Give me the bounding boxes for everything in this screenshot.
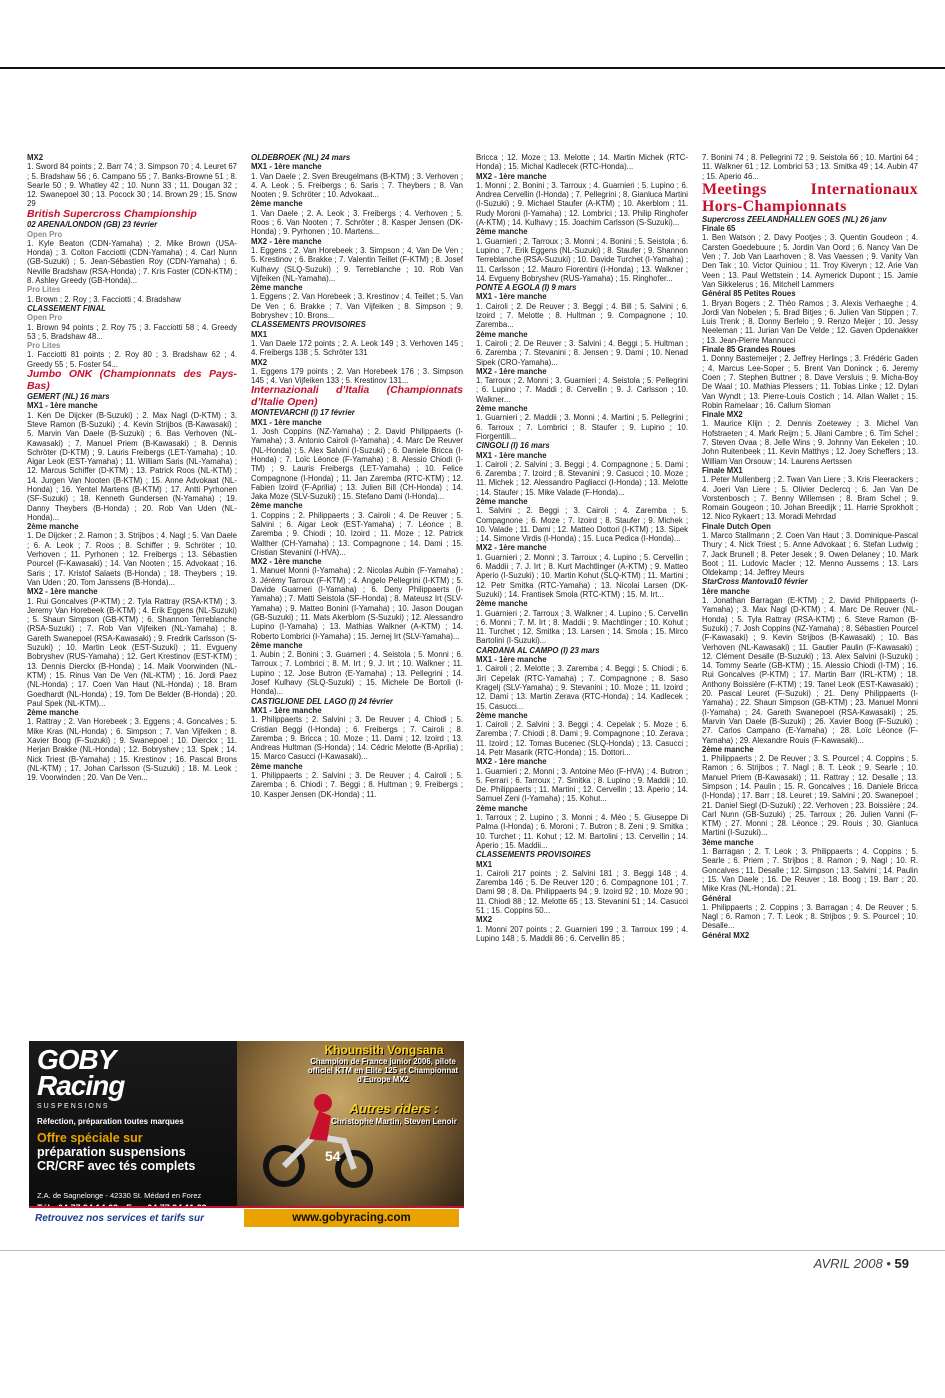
meetings-title: Meetings Internationaux Hors-Championnats bbox=[702, 180, 918, 215]
category-label: MX1 bbox=[476, 859, 493, 869]
result-paragraph: 1. De Dijcker ; 2. Ramon ; 3. Strijbos ; 4. Nagl ; 5. Van Daele ; 6. A. Leok ; 7. Roos ; 8. Schiffer ; 9. Schröter ; 10. Verhoven ; 11. Pyrhonen ; 12. Freibergs ; 13. Sébastien Pourcel (F-Kawasaki) ; 14. Van Nooten ; 15. Advokaat ; 16. Saris ; 17. Kristof Salaets (B-Honda) ; 18. Theybers ; 19. Van Uden ; 20. Tom Janssens (B-Honda)... bbox=[27, 531, 237, 587]
motocross-rider-icon bbox=[259, 1081, 379, 1191]
logo-line-racing: Racing bbox=[37, 1070, 125, 1101]
category-label: MX1 - 1ère manche bbox=[27, 401, 98, 411]
event-heading: 02 ARENA/LONDON (GB) 23 février bbox=[27, 220, 158, 230]
result-paragraph: 1. Guarnieri ; 2. Monni ; 3. Tarroux ; 4. Lupino ; 5. Cervellin ; 6. Maddii ; 7. J. Irt ; 8. Kurt Machtlinger (A-KTM) ; 9. Matteo Aperio (I-Suzuki) ; 10. Martin Kohut (SLQ-KTM) ; 11. Martini ; 12. Petr Smitka (RTC-Yamaha) ; 13. Nicolai Larsen (DK-Suzuki) ; 14. Frantisek Smola (RTC-KTM) ; 15. M. Irt... bbox=[476, 552, 688, 599]
section-title: Internazionali d’Italia (Championnats d’Italie Open) bbox=[251, 384, 463, 408]
result-paragraph: 1. Rattray ; 2. Van Horebeek ; 3. Eggens ; 4. Goncalves ; 5. Mike Kras (NL-Honda) ; 6. Simpson ; 7. Van Vijfeiken ; 8. Xavier Boog (F-Suzuki) ; 9. Swanepoel ; 10. Dierckx ; 11. Herjan Brakke (NL-Honda) ; 12. Bobryshev ; 13. Spek ; 14. Nick Triest (B-Yamaha) ; 15. Krestinov ; 16. Pascal Brons (NL-KTM) ; 17. Johan Carlsson (S-Suzuki) ; 18. M. Leok ; 19. Voorwinden ; 20. Van De Ven... bbox=[27, 717, 237, 783]
event-heading: CLASSEMENT FINAL bbox=[27, 303, 106, 313]
result-paragraph: 1. Ben Watson ; 2. Davy Pootjes ; 3. Quentin Goudeon ; 4. Carsten Goedebuure ; 5. Jordin Van Oord ; 6. Nancy Van De Ven ; 7. Job Van Laarhoven ; 8. Vas Vaessen ; 9. Vanity Van Den Tak ; 10. Victor Quiniou ; 11. Troy Kiveryn ; 12. Arie Van Veen ; 13. Paul Wettstein ; 14. Aymerick Dupont ; 15. Jamie Van Sikkelerus ; 16. Mitchell Lammers bbox=[702, 233, 918, 289]
ad-address: Z.A. de Sagnelonge - 42330 St. Médard en Forez bbox=[37, 1191, 202, 1200]
section-title: Jumbo ONK (Championnats des Pays-Bas) bbox=[27, 368, 237, 392]
page-number: 59 bbox=[894, 1256, 909, 1271]
category-label: Général bbox=[702, 893, 732, 903]
result-paragraph: 1. Salvini ; 2. Beggi ; 3. Cairoli ; 4. Zaremba ; 5. Compagnone ; 6. Moze ; 7. Izoird ; 8. Staufer ; 9. Michek ; 10. Valade ; 11. Dami ; 12. Matteo Dottori (I-KTM) ; 13. Sipek ; 14. Simone Virdis (I-Honda) ; 15. Luca Pedica (I-Honda)... bbox=[476, 506, 688, 544]
class-label: Open Pro bbox=[27, 229, 63, 239]
category-label: MX2 - 1ère manche bbox=[476, 543, 547, 553]
category-label: 2ème manche bbox=[251, 283, 303, 293]
category-label: MX2 - 1ère manche bbox=[476, 757, 547, 767]
result-paragraph: 1. Monni ; 2. Bonini ; 3. Tarroux ; 4. Guarnieri ; 5. Lupino ; 6. Andrea Cervellin (I-Honda) ; 7. Pellegrini ; 8. Gianluca Martini (I-Suzuki) ; 9. Michael Staufer (A-KTM) ; 10. Akerblom ; 11. Rudy Moroni (I-Yamaha) ; 12. Lombrici ; 13. Philip Ringhofer (A-KTM) ; 14. Kulhavy ; 15. Joachim Carlsson (S-Suzuki)... bbox=[476, 180, 688, 228]
event-heading: Supercross ZEELANDHALLEN GOES (NL) 26 janv bbox=[702, 214, 887, 224]
result-paragraph: 1. Van Daele 172 points ; 2. A. Leok 149 ; 3. Verhoven 145 ; 4. Freibergs 138 ; 5. Schröter 131 bbox=[251, 338, 463, 358]
champion-name: Khounsith Vongsana bbox=[324, 1043, 444, 1057]
top-rule bbox=[0, 67, 945, 69]
result-paragraph: 1. Guarnieri ; 2. Tarroux ; 3. Walkner ; 4. Lupino ; 5. Cervellin ; 6. Monni ; 7. M. Irt ; 8. Maddii ; 9. Machtlinger ; 10. Kohut ; 11. Turchet ; 12. Smitka ; 13. Larsen ; 14. Smola ; 15. Mirco Bartolini (I-Suzuki)... bbox=[476, 608, 688, 646]
result-paragraph: 1. Cairoli ; 2. Melotte ; 3. Zaremba ; 4. Beggi ; 5. Chiodi ; 6. Jiri Cepelak (RTC-Yamaha) ; 7. Compagnone ; 8. Saso Kragelj (SLV-Yamaha) ; 9. Stevanini ; 10. Moze ; 11. Izoird ; 12. Dami ; 13. Martin Zerava (RTC-Honda) ; 14. Kadlecek ; 15. Casucci... bbox=[476, 664, 688, 711]
class-label: Pro Lites bbox=[27, 285, 61, 295]
event-heading: CARDANA AL CAMPO (I) 23 mars bbox=[476, 645, 600, 655]
event-heading: StarCross Mantova10 février bbox=[702, 577, 808, 587]
event-heading: CLASSEMENTS PROVISOIRES bbox=[476, 850, 591, 860]
result-paragraph: 1. Peter Mullenberg ; 2. Twan Van Liere ; 3. Kris Fleerackers ; 4. Joeri Van Liere ; 5. Olivier Declercq ; 6. Jan Van De Vorstenbosch ; 7. Benny Willemsen ; 8. Bram Schel ; 9. Romain Gougeon ; 10. Johan Breedijk ; 11. Harrie Sprokholt ; 12. Nico Rykaert ; 13. Moradi Mehrdad bbox=[702, 475, 918, 522]
category-label: Finale MX2 bbox=[702, 410, 743, 420]
category-label: Finale MX1 bbox=[702, 465, 743, 475]
results-column-3 bbox=[476, 153, 688, 1398]
category-label: 2ème manche bbox=[251, 640, 303, 650]
category-label: MX2 - 1ère manche bbox=[251, 236, 322, 246]
category-label: MX2 - 1ère manche bbox=[476, 171, 547, 181]
result-paragraph: 1. Cairoli ; 2. De Reuver ; 3. Beggi ; 4. Bill ; 5. Salvini ; 6. Izoird ; 7. Melotte ; 8. Hultman ; 9. Compagnone ; 10. Zaremba... bbox=[476, 301, 688, 330]
goby-racing-logo bbox=[37, 1044, 125, 1101]
result-paragraph: 1. Eggens 179 points ; 2. Van Horebeek 176 ; 3. Simpson 145 ; 4. Van Vijfeiken 133 ; 5. Krestinov 131... bbox=[251, 366, 463, 386]
result-paragraph: 1. Marco Stallmann ; 2. Coen Van Haut ; 3. Dominique-Pascal Thury ; 4. Nick Triest ; 5. Anne Advokaat ; 6. Stefan Ludwig ; 7. Jack Brunell ; 8. Peter Jesek ; 9. Owen Delaney ; 10. Mark Boot ; 11. Ludovic Macler ; 12. Menno Aussems ; 13. Lars Oldekamp ; 14. Jeffrey Meurs bbox=[702, 530, 918, 578]
result-paragraph: 1. Eggens ; 2. Van Horebeek ; 3. Simpson ; 4. Van De Ven ; 5. Krestinov ; 6. Brakke ; 7. Valentin Teillet (F-KTM) ; 8. Josef Kulhavy (SLQ-Suzuki) ; 9. Terreblanche ; 10. Rob Van Vijfeiken (NL-Yamaha)... bbox=[251, 245, 463, 283]
category-label: MX1 - 1ère manche bbox=[476, 450, 547, 460]
result-paragraph: 1. Cairoli ; 2. Salvini ; 3. Beggi ; 4. Cepelak ; 5. Moze ; 6. Zaremba ; 7. Chiodi ; 8. Dami ; 9. Compagnone ; 10. Zerava ; 11. Izoird ; 12. Tomas Bucenec (SLQ-Honda) ; 13. Casucci ; 14. Petr Masarik (RTC-Honda) ; 15. Dottori... bbox=[476, 720, 688, 757]
champion-description: Champion de France junior 2006, pilote officiel KTM en Elite 125 et Championnat d'Europe MX2 bbox=[307, 1057, 459, 1084]
result-paragraph: 1. Manuel Monni (I-Yamaha) ; 2. Nicolas Aubin (F-Yamaha) ; 3. Jérémy Tarroux (F-KTM) ; 4. Angelo Pellegrini (I-KTM) ; 5. Davide Guarneri (I-Yamaha) ; 6. Deny Philippaerts (I-Yamaha) ; 7. Matti Seistola (SF-Honda) ; 8. Mateusz Irt (SLV-Yamaha) ; 9. Matteo Bonini (I-Yamaha) ; 10. Jason Dougan (GB-Suzuki) ; 11. Mats Akerblom (S-Suzuki) ; 12. Alessandro Lupino (I-Yamaha) ; 13. Mathias Walkner (A-KTM) ; 14. Roberto Lombrici (I-Yamaha) ; 15. Jernej Irt (SLV-Yamaha)... bbox=[251, 566, 463, 641]
result-paragraph: 1. Van Daele ; 2. A. Leok ; 3. Freibergs ; 4. Verhoven ; 5. Roos ; 6. Van Nooten ; 7. Schröter ; 8. Kasper Jensen (DK-Honda) ; 9. Pyrhonen ; 10. Martens... bbox=[251, 208, 463, 237]
result-paragraph: 1. Jonathan Barragan (E-KTM) ; 2. David Philippaerts (I-Yamaha) ; 3. Max Nagl (D-KTM) ; 4. Marc De Reuver (NL-Honda) ; 5. Tyla Rattray (RSA-KTM) ; 6. Steve Ramon (B-Suzuki) ; 7. Josh Coppins (NZ-Yamaha) ; 8. Sébastien Pourcel (F-Kawasaki) ; 9. Kevin Strijbos (B-Kawasaki) ; 10. Bas Verhoven (NL-Kawasaki) ; 11. Gautier Paulin (F-Kawasaki) ; 12. Clément Desalle (B-Suzuki) ; 13. Alex Salvini (I-Suzuki) ; 14. Tommy Searle (GB-KTM) ; 15. Alessio Chiodi (I-TM) ; 16. Rui Goncalves (P-KTM) ; 17. Martin Barr (IRL-KTM) ; 18. Anthony Boissière (F-KTM) ; 19. Tanel Leok (EST-Kawasaki) ; 20. Pascal Leuret (F-Suzuki) ; 21. Deny Philippaerts (I-Yamaha) ; 22. Shaun Simpson (GB-KTM) ; 23. Manuel Monni (I-Yamaha) ; 24. Gareth Swanepoel (RSA-Kawasaki) ; 25. Marvin Van Daele (B-Suzuki) ; 26. Xavier Boog (F-Suzuki) ; 27. Carlos Campano (E-Yamaha) ; 28. Loïc Léonce (F-Yamaha) ; 29. Alexandre Rouis (F-Kawasaki)... bbox=[702, 596, 918, 745]
bike-number: 54 bbox=[325, 1148, 341, 1164]
category-label: 2ème manche bbox=[476, 496, 528, 506]
result-paragraph: Bricca ; 12. Moze ; 13. Melotte ; 14. Martin Michek (RTC-Honda) ; 15. Michal Kadlecek (RTC-Honda)... bbox=[476, 153, 688, 172]
ad-footer-bar bbox=[29, 1206, 464, 1228]
other-riders-title: Autres riders : bbox=[349, 1101, 439, 1116]
category-label: Finale 65 bbox=[702, 224, 736, 234]
bottom-rule bbox=[0, 1250, 945, 1251]
category-label: 2ème manche bbox=[476, 329, 528, 339]
result-paragraph: 1. Ken De Dijcker (B-Suzuki) ; 2. Max Nagl (D-KTM) ; 3. Steve Ramon (B-Suzuki) ; 4. Kevin Strijbos (B-Kawasaki) ; 5. Marvin Van Daele (B-Suzuki) ; 6. Bas Verhoven (NL-Kawasaki) ; 7. Manuel Priem (B-Kawasaki) ; 8. Dennis Schröter (D-KTM) ; 9. Lauris Freibergs (LET-Yamaha) ; 10. Aigar Leok (EST-Yamaha) ; 11. William Saris (NL-Yamaha) ; 12. Marcus Schiffer (D-KTM) ; 13. Patrick Roos (NL-KTM) ; 14. Jurgen Van Nooten (B-KTM) ; 15. Anne Advokaat (NL-Honda) ; 16. Yentel Martens (B-KTM) ; 17. Antti Pyrhonen (SF-Suzuki) ; 18. Kenneth Gundersen (N-Yamaha) ; 19. Danny Theybers (B-Honda) ; 20. Rob Van Uden (NL-Honda)... bbox=[27, 410, 237, 522]
category-label: MX2 bbox=[27, 153, 44, 162]
suspensions-label: SUSPENSIONS bbox=[37, 1103, 110, 1110]
offer-line-1: Offre spéciale sur bbox=[37, 1131, 143, 1145]
category-label: Général 85 Petites Roues bbox=[702, 289, 796, 299]
category-label: 2ème manche bbox=[27, 522, 79, 532]
result-paragraph: 1. Monni 207 points ; 2. Guarnieri 199 ; 3. Tarroux 199 ; 4. Lupino 148 ; 5. Maddii 86 ; 6. Cervellin 85 ; bbox=[476, 924, 688, 943]
category-label: MX2 - 1ère manche bbox=[27, 587, 98, 597]
category-label: MX1 - 1ère manche bbox=[476, 655, 547, 665]
category-label: 2ème manche bbox=[476, 599, 528, 609]
event-heading: OLDEBROEK (NL) 24 mars bbox=[251, 153, 351, 162]
reflection-text: Réfection, préparation toutes marques bbox=[37, 1117, 184, 1126]
category-label: MX1 - 1ère manche bbox=[251, 705, 322, 715]
result-paragraph: 1. Philippaerts ; 2. De Reuver ; 3. S. Pourcel ; 4. Coppins ; 5. Ramon ; 6. Strijbos ; 7. Nagl ; 8. T. Leok ; 9. Searle ; 10. Manuel Priem (B-Kawasaki) ; 11. Rattray ; 12. Desalle ; 13. Simpson ; 14. Paulin ; 15. R. Goncalves ; 16. Daniele Bricca (I-Honda) ; 17. Barr ; 18. Leuret ; 19. Salvini ; 20. Swanepoel ; 21. Daniel Siegl (D-Suzuki) ; 22. Verhoven ; 23. Boissière ; 24. Carl Nunn (GB-Suzuki) ; 25. Tarroux ; 26. Julien Vanni (F-KTM) ; 27. Monni ; 28. Léonce ; 29. Rouis ; 30. Gianluca Martini (I-Suzuki)... bbox=[702, 754, 918, 838]
category-label: 2ème manche bbox=[702, 744, 754, 754]
result-paragraph: 1. Josh Coppins (NZ-Yamaha) ; 2. David Philippaerts (I-Yamaha) ; 3. Antonio Cairoli (I-Yamaha) ; 4. Marc De Reuver (NL-Honda) ; 5. Alex Salvini (I-Suzuki) ; 6. Daniele Bricca (I-Honda) ; 7. Loïc Léonce (F-Yamaha) ; 8. Alessio Chiodi (I-TM) ; 9. Lauris Freibergs (LET-Yamaha) ; 10. Felice Compagnone (I-Honda) ; 11. Jan Zaremba (RTC-KTM) ; 12. Fabien Izoird (F-Aprilia) ; 13. Julien Bill (CH-Honda) ; 14. Jaka Moze (SLV-Suzuki) ; 15. Stefano Dami (I-Honda)... bbox=[251, 427, 463, 502]
event-heading: CINGOLI (I) 16 mars bbox=[476, 441, 550, 451]
result-paragraph: 1. Rui Goncalves (P-KTM) ; 2. Tyla Rattray (RSA-KTM) ; 3. Jeremy Van Horebeek (B-KTM) ; 4. Erik Eggens (NL-Suzuki) ; 5. Shaun Simpson (GB-KTM) ; 6. Shannon Terreblanche (RSA-Suzuki) ; 7. Rob Van Vijfeiken (NL-Yamaha) ; 8. Gareth Swanepoel (RSA-Kawasaki) ; 9. Fredrik Carlsson (S-Suzuki) ; 10. Martin Leok (EST-Suzuki) ; 11. Evgueny Bobryshev (RUS-Yamaha) ; 12. Gert Krestinov (EST-KTM) ; 13. Dennis Dierckx (B-Honda) ; 14. Maik Voorwinden (NL-KTM) ; 15. Rinus Van De Ven (NL-KTM) ; 16. Jordi Paez (NL-Honda) ; 17. Coen Van Haut (NL-Honda) ; 18. Bram Goedhardt (NL-Honda) ; 19. Tom De Belder (B-Honda) ; 20. Paul Spek (NL-KTM)... bbox=[27, 596, 237, 708]
category-label: MX2 bbox=[251, 357, 268, 367]
category-label: Finale 85 Grandes Roues bbox=[702, 345, 796, 355]
logo-line-goby: GOBY bbox=[37, 1044, 116, 1075]
event-heading: CASTIGLIONE DEL LAGO (I) 24 février bbox=[251, 696, 393, 706]
result-paragraph: 1. Philippaerts ; 2. Salvini ; 3. De Reuver ; 4. Cairoli ; 5. Zaremba ; 6. Chiodi ; 7. Beggi ; 8. Hultman ; 9. Freibergs ; 10. Kasper Jensen (DK-Honda) ; 11. bbox=[251, 771, 463, 799]
category-label: 1ère manche bbox=[702, 586, 750, 596]
result-paragraph: 1. Guarnieri ; 2. Monni ; 3. Antoine Méo (F-HVA) ; 4. Butron ; 5. Ferrari ; 6. Tarroux ; 7. Smitka ; 8. Lupino ; 9. Maddii ; 10. De. Philippaerts ; 11. Martini ; 12. Cervellin ; 13. Aperio ; 14. Samuel Zeni (I-Yamaha) ; 15. Kohut... bbox=[476, 766, 688, 804]
issue-date: AVRIL 2008 bbox=[813, 1256, 883, 1271]
event-heading: CLASSEMENTS PROVISOIRES bbox=[251, 320, 366, 330]
offer-line-2: préparation suspensions bbox=[37, 1145, 186, 1159]
result-paragraph: 1. Cairoli ; 2. De Reuver ; 3. Salvini ; 4. Beggi ; 5. Hultman ; 6. Zaremba ; 7. Stevanini ; 8. Jensen ; 9. Dami ; 10. Nenad Sipek (CRO-Yamaha)... bbox=[476, 338, 688, 367]
offer-line-3: CR/CRF avec tés complets bbox=[37, 1159, 196, 1173]
result-paragraph: 1. Sword 84 points ; 2. Barr 74 ; 3. Simpson 70 ; 4. Leuret 67 ; 5. Bradshaw 56 ; 6. Campano 55 ; 7. Banks-Browne 51 ; 8. Searle 50 ; 9. Whatley 42 ; 10. Nunn 33 ; 11. Dougan 32 ; 12. Swanepoel 30 ; 13. Pocock 30 ; 14. Brown 29 ; 15. Snow 29 bbox=[27, 162, 237, 209]
result-paragraph: 1. Donny Bastemeijer ; 2. Jeffrey Herlings ; 3. Frédéric Gaden ; 4. Marcus Lee-Soper ; 5. Brent Van Doninck ; 6. Jeremy Coen ; 7. Stephen Buttner ; 8. Dave Versluis ; 9. Micha-Boy De Waal ; 10. Mathias Plessers ; 11. Tobias Linke ; 12. Dylan Van Wyndt ; 13. Pierre-Louis Costich ; 14. Allan Wallet ; 15. Robin Ramelaar ; 16. Callum Sloman bbox=[702, 354, 918, 410]
special-offer bbox=[37, 1131, 232, 1173]
event-heading: GEMERT (NL) 16 mars bbox=[27, 392, 110, 402]
page-folio bbox=[814, 1256, 909, 1271]
category-label: 2ème manche bbox=[27, 708, 79, 718]
class-label: Open Pro bbox=[27, 313, 63, 323]
result-paragraph: 1. Guarnieri ; 2. Maddii ; 3. Monni ; 4. Martini ; 5. Pellegrini ; 6. Tarroux ; 7. Lombrici ; 8. Staufer ; 9. Lupino ; 10. Fiorgentili... bbox=[476, 413, 688, 441]
folio-separator: • bbox=[886, 1256, 891, 1271]
result-paragraph: 1. Kyle Beaton (CDN-Yamaha) ; 2. Mike Brown (USA-Honda) ; 3. Colton Facciotti (CDN-Yamaha) ; 4. Carl Nunn (GB-Suzuki) ; 5. Jean-Sébastien Roy (CDN-Yamaha) ; 6. Neville Bradshaw (RSA-Honda) ; 7. Kris Foster (CDN-KTM) ; 8. Ashley Greedy (GB-Honda)... bbox=[27, 238, 237, 286]
category-label: 2ème manche bbox=[251, 501, 303, 511]
result-paragraph: 1. Barragan ; 2. T. Leok ; 3. Philippaerts ; 4. Coppins ; 5. Searle ; 6. Priem ; 7. Strijbos ; 8. Ramon ; 9. Nagl ; 10. R. Goncalves ; 11. Desalle ; 12. Simpson ; 13. Salvini ; 14. Paulin ; 15. Van Daele ; 16. De Reuver ; 18. Boog ; 19. Barr ; 20. Mike Kras (NL-Honda) ; 21. bbox=[702, 847, 918, 894]
category-label: MX1 bbox=[251, 329, 268, 339]
category-label: 2ème manche bbox=[476, 404, 528, 414]
category-label: Général MX2 bbox=[702, 930, 750, 940]
results-column-4 bbox=[702, 153, 918, 1283]
result-paragraph: 1. Tarroux ; 2. Lupino ; 3. Monni ; 4. Méo ; 5. Giuseppe Di Palma (I-Honda) ; 6. Moroni ; 7. Butron ; 8. Zeni ; 9. Smitka ; 10. Turchet ; 11. Kohut ; 12. M. Bartolini ; 13. Cervellin ; 14. Aperio ; 15. Maddii... bbox=[476, 813, 688, 850]
find-services-text: Retrouvez nos services et tarifs sur bbox=[35, 1213, 204, 1224]
category-label: MX1 - 1ère manche bbox=[251, 417, 322, 427]
category-label: 2ème manche bbox=[476, 227, 528, 237]
result-paragraph: 1. Cairoli 217 points ; 2. Salvini 181 ; 3. Beggi 148 ; 4. Zaremba 146 ; 5. De Reuver 120 ; 6. Compagnone 101 ; 7. Dami 98 ; 8. Da. Philippaerts 94 ; 9. Izoird 92 ; 10. Moze 90 ; 11. Chiodi 88 ; 12. Melotte 65 ; 13. Stevanini 51 ; 14. Casucci 51 ; 15. Coppins 50... bbox=[476, 868, 688, 916]
section-title: British Supercross Championship bbox=[27, 207, 197, 220]
category-label: 2ème manche bbox=[476, 710, 528, 720]
other-riders-names: Christophe Martin, Steven Lenoir bbox=[331, 1117, 457, 1126]
category-label: Finale Dutch Open bbox=[702, 521, 771, 531]
result-paragraph: 1. Philippaerts ; 2. Salvini ; 3. De Reuver ; 4. Chiodi ; 5. Cristian Beggi (I-Honda) ; 6. Freibergs ; 7. Cairoli ; 8. Zaremba ; 9. Bricca ; 10. Moze ; 11. Dami ; 12. Izoird ; 13. Andreas Hultman (S-Honda) ; 14. Cédric Melotte (B-Aprilia) ; 15. Marco Casucci (I-Kawasaki)... bbox=[251, 715, 463, 762]
website-link[interactable]: www.gobyracing.com bbox=[244, 1209, 459, 1227]
result-paragraph: 1. Aubin ; 2. Bonini ; 3. Guarneri ; 4. Seistola ; 5. Monni ; 6. Tarroux ; 7. Lombrici ; 8. M. Irt ; 9. J. Irt ; 10. Walkner ; 11. Lupino ; 12. Jose Butron (E-Yamaha) ; 13. Pellegrini ; 14. Josef Kulhavy (SLQ-Suzuki) ; 15. Michele De Bortoli (I-Honda)... bbox=[251, 650, 463, 697]
category-label: 2ème manche bbox=[476, 803, 528, 813]
result-paragraph: 1. Tarroux ; 2. Monni ; 3. Guarnieri ; 4. Seistola ; 5. Pellegrini ; 6. Lupino ; 7. Maddi ; 8. Cervellin ; 9. J. Carlsson ; 10. Walkner... bbox=[476, 376, 688, 404]
category-label: MX1 - 1ère manche bbox=[251, 162, 322, 172]
result-paragraph: 1. Eggens ; 2. Van Horebeek ; 3. Krestinov ; 4. Teillet ; 5. Van De Ven ; 6. Brakke ; 7. Van Vijfeiken ; 8. Simpson ; 9. Bobryshev ; 10. Brons... bbox=[251, 292, 463, 321]
goby-racing-advertisement[interactable] bbox=[29, 1041, 464, 1228]
result-paragraph: 1. Guarnieri ; 2. Tarroux ; 3. Monni ; 4. Bonini ; 5. Seistola ; 6. Lupino ; 7. Erik Eggens (NL-Suzuki) ; 8. Staufer ; 9. Shannon Terreblanche (RSA-Suzuki) ; 10. Davide Turchet (I-Yamaha) ; 11. Carlsson ; 12. Mauro Fiorentini (I-Honda) ; 13. Walkner ; 14. Evgueny Bobryshev (RUS-Yamaha) ; 15. Ringhofer... bbox=[476, 236, 688, 283]
category-label: 3ème manche bbox=[702, 837, 754, 847]
result-paragraph: 1. Coppins ; 2. Philippaerts ; 3. Cairoli ; 4. De Reuver ; 5. Salvini ; 6. Aigar Leok (EST-Yamaha) ; 7. Léonce ; 8. Zaremba ; 9. Chiodi ; 10. Izoird ; 11. Moze ; 12. Patrick Walther (CH-Yamaha) ; 13. Compagnone ; 14. Dami ; 15. Cristian Stevanini (I-HVA)... bbox=[251, 510, 463, 557]
category-label: 2ème manche bbox=[251, 761, 303, 771]
category-label: MX1 - 1ère manche bbox=[476, 292, 547, 302]
result-paragraph: 1. Bryan Bogers ; 2. Théo Ramos ; 3. Alexis Verhaeghe ; 4. Jordi Van Nobelen ; 5. Brad Bitjes ; 6. Julien Van Stippen ; 7. Luis Trenk ; 8. Donny Berfelo ; 9. Renzo Meijer ; 10. Jessy Neeleman ; 11. Jurian Van De Velde ; 12. Gaven Opdenakker ; 13. Jean-Pierre Mannucci bbox=[702, 298, 918, 345]
result-paragraph: 1. Facciotti 81 points ; 2. Roy 80 ; 3. Bradshaw 62 ; 4. Greedy 55 ; 5. Foster 54... bbox=[27, 350, 237, 369]
category-label: MX2 - 1ère manche bbox=[251, 557, 322, 567]
result-paragraph: 1. Maurice Klijn ; 2. Dennis Zoetewey ; 3. Michel Van Hofstraeten ; 4. Mark Reijm ; 5. Jilani Cambre ; 6. Tim Schel ; 7. Steven Ovaa ; 8. Jelle Wins ; 9. Johnny Van Eekelen ; 10. John Ruitenbeek ; 11. Kevin Matthys ; 12. Joey Scheffers ; 13. William Van Orsouw ; 14. Laurens Aertssen bbox=[702, 419, 918, 466]
ad-text-panel bbox=[29, 1041, 237, 1228]
result-paragraph: 1. Brown 94 points ; 2. Roy 75 ; 3. Facciotti 58 ; 4. Greedy 53 ; 5. Bradshaw 48... bbox=[27, 322, 237, 341]
result-paragraph: 1. Cairoli ; 2. Salvini ; 3. Beggi ; 4. Compagnone ; 5. Dami ; 6. Zaremba ; 7. Izoird ; 8. Stevanini ; 9. Casucci ; 10. Moze ; 11. Michek ; 12. Alessandro Pagliacci (I-Honda) ; 13. Melotte ; 14. Staufer ; 15. Mike Valade (F-Honda)... bbox=[476, 459, 688, 497]
category-label: MX2 - 1ère manche bbox=[476, 366, 547, 376]
class-label: Pro Lites bbox=[27, 341, 61, 351]
event-heading: MONTEVARCHI (I) 17 février bbox=[251, 408, 355, 418]
result-paragraph: 1. Brown ; 2. Roy ; 3. Facciotti ; 4. Bradshaw bbox=[27, 294, 181, 304]
category-label: MX2 bbox=[476, 915, 493, 925]
category-label: 2ème manche bbox=[251, 199, 303, 209]
result-paragraph: 1. Philippaerts ; 2. Coppins ; 3. Barragan ; 4. De Reuver ; 5. Nagl ; 6. Ramon ; 7. T. Leok ; 8. Strijbos ; 9. S. Pourcel ; 10. Desalle... bbox=[702, 902, 918, 931]
result-paragraph: 7. Bonini 74 ; 8. Pellegrini 72 ; 9. Seistola 66 ; 10. Martini 64 ; 11. Walkner 61 ; 12. Lombrici 53 ; 13. Smitka 49 ; 14. Aubin 47 ; 15. Aperio 46... bbox=[702, 153, 918, 181]
result-paragraph: 1. Van Daele ; 2. Sven Breugelmans (B-KTM) ; 3. Verhoven ; 4. A. Leok ; 5. Freibergs ; 6. Saris ; 7. Theybers ; 8. Van Nooten ; 9. Schröter ; 10. Advokaat... bbox=[251, 171, 463, 200]
event-heading: PONTE A EGOLA (I) 9 mars bbox=[476, 283, 577, 293]
